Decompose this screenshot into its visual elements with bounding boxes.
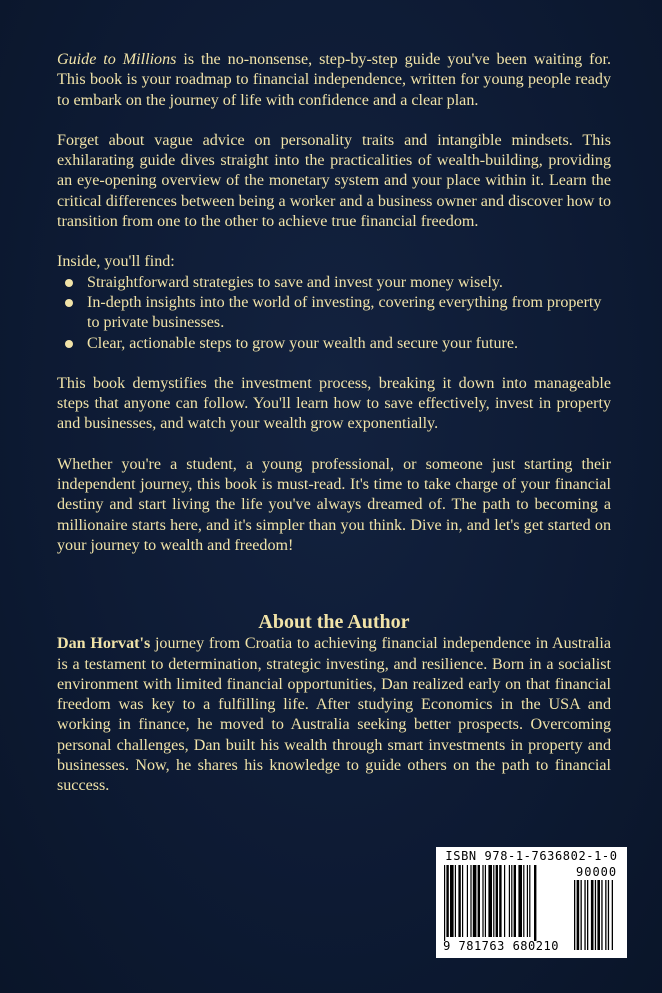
list-item: Straightforward strategies to save and invest your money wisely. [57,273,611,293]
barcode-addon-bar [597,880,600,950]
barcode-bar [470,865,471,937]
price-code: 90000 [576,865,618,879]
description-paragraph-4: This book demystifies the investment process, breaking it down into manageable steps that anyone can follow. You'll learn how to save effectively, invest in property and businesses, and watch your wealth grow exponentially. [57,374,611,433]
barcode-addon-bar [577,880,580,950]
barcode-bar [482,865,483,937]
barcode-bar [514,865,516,937]
barcode-bar [485,865,486,937]
barcode-bar [509,865,510,937]
barcode-addon-bar [605,880,606,950]
barcode-bar [473,865,477,937]
barcode-addon-bar [587,880,588,950]
barcode-bar [467,865,468,937]
description-paragraph-2: Forget about vague advice on personality traits and intangible mindsets. This exhilarating guide dives straight into the practicalities of wealth-building, providing an eye-opening overview of the monetary system and your place within it. Learn the critical differences between being a worker and a business owner and discover how to transition from one to the other to achieve true financial freedom. [57,131,611,231]
barcode-bar [493,865,494,937]
barcode-bar [478,865,480,937]
isbn-label: ISBN 978-1-7636802-1-0 [445,849,618,863]
barcode-bar [504,865,505,937]
barcode-bar [496,865,498,937]
barcode-addon-bar [591,880,594,950]
barcode-addon-bar [581,880,582,950]
ean-digits: 9 781763 680210 [443,939,559,953]
barcode-addon-bar [574,880,575,950]
author-bio [57,634,611,796]
barcode-bar [534,865,536,941]
barcode-addon-bar [595,880,596,950]
bullet-icon [65,340,73,348]
barcode-bar [529,865,530,937]
intro-paragraph [57,50,611,111]
barcode-bar [458,865,460,937]
author-bio-text: journey from Croatia to achieving financial independence in Australia is a testament to determination, strategic investing, and resilience. Born in a socialist environment with limited financial opportunities, Dan realized early on that financial freedom was key to a fulfilling life. After studying Economics in the USA and working in finance, he moved to Australia seeking better prospects. Overcoming personal challenges, Dan built his wealth through smart investments in property and businesses. Now, he shares his knowledge to guide others on the path to financial success. [57,635,611,795]
barcode-bar [444,865,445,941]
bullet-icon [65,299,73,307]
barcode-bar [488,865,492,937]
description-paragraph-5: Whether you're a student, a young professional, or someone just starting their independent journey, this book is must-read. It's time to take charge of your financial destiny and start living the life you've always dreamed of. The path to becoming a millionaire starts here, and it's simpler than you think. Dive in, and let's get started on your journey to wealth and freedom! [57,455,611,554]
barcode-bar [455,865,456,937]
about-author-heading: About the Author [258,611,410,634]
barcode-bar [499,865,501,937]
barcode-bar [511,865,512,937]
back-cover-text [57,50,611,797]
intro-text: is the no-nonsense, step-by-step guide you've been waiting for. This book is your roadmap to financial independence, written for young people ready to embark on the journey of life with confidence and a clear plan. [57,51,612,109]
barcode-bar [518,865,522,937]
isbn-barcode [436,847,627,958]
inside-intro: Inside, you'll find: [57,253,175,271]
book-title-italic: Guide to Millions [57,51,177,68]
list-item: In-depth insights into the world of investing, covering everything from property to private businesses. [57,293,611,334]
barcode-bar [462,865,463,937]
barcode-addon-bar [612,880,613,950]
feature-list [57,273,611,354]
author-name: Dan Horvat's [57,635,151,653]
barcode-bar [450,865,454,937]
barcode-bar [527,865,528,937]
barcode-addon-bar [601,880,602,950]
barcode-addon-bar [608,880,609,950]
barcode-bar [446,865,448,937]
barcode-addon-bar [584,880,585,950]
bullet-icon [65,279,73,287]
barcode-bar [523,865,524,937]
list-item: Clear, actionable steps to grow your wealth and secure your future. [57,334,611,354]
